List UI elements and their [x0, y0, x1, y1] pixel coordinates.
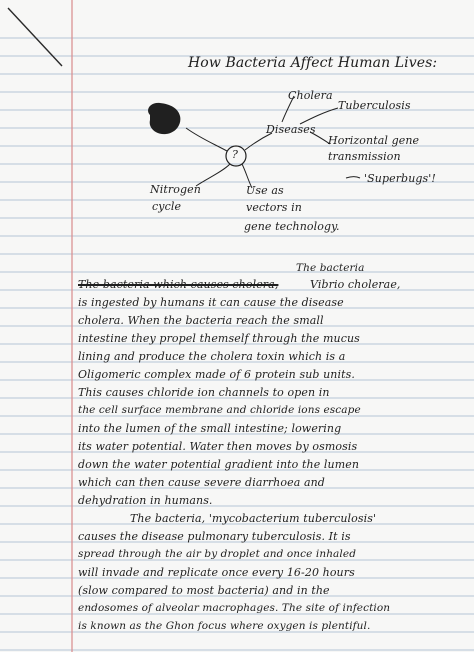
body-line: down the water potential gradient into the lumen [78, 458, 360, 471]
body-line: its water potential. Water then moves by osmosis [78, 440, 358, 453]
diseases-label: Diseases [266, 123, 316, 136]
struck-text: The bacteria which causes cholera, [78, 278, 279, 291]
body-line: the cell surface membrane and chloride ions escape [78, 404, 361, 416]
page-title: How Bacteria Affect Human Lives: [188, 55, 438, 71]
body-line: causes the disease pulmonary tuberculosis. It is [78, 530, 351, 543]
insert-text: The bacteria [296, 262, 365, 274]
nitrogen-label-1: Nitrogen [150, 183, 201, 196]
tuberculosis-label: Tuberculosis [338, 99, 411, 112]
vectors-label-3: gene technology. [244, 220, 340, 233]
body-line: will invade and replicate once every 16-20 hours [78, 566, 355, 579]
body-line: is ingested by humans it can cause the disease [78, 296, 344, 309]
vectors-label-2: vectors in [246, 201, 302, 214]
vectors-label-1: Use as [246, 184, 284, 197]
body-line: spread through the air by droplet and once inhaled [78, 548, 357, 560]
body-line: Vibrio cholerae, [310, 278, 401, 291]
nitrogen-label-2: cycle [152, 200, 182, 213]
body-line: endosomes of alveolar macrophages. The site of infection [78, 602, 391, 614]
cholera-label: Cholera [288, 89, 333, 102]
body-line: is known as the Ghon focus where oxygen is plentiful. [78, 620, 371, 632]
gene-transfer-label-2: transmission [328, 150, 401, 163]
body-line: which can then cause severe diarrhoea and [78, 476, 325, 489]
mindmap-lines [0, 0, 474, 260]
body-line: dehydration in humans. [78, 494, 213, 507]
scribble-icon [148, 103, 180, 134]
body-line: intestine they propel themself through the mucus [78, 332, 360, 345]
body-line: lining and produce the cholera toxin which is a [78, 350, 346, 363]
body-line: The bacteria, 'mycobacterium tuberculosis' [130, 512, 377, 525]
body-line: cholera. When the bacteria reach the small [78, 314, 324, 327]
body-line: This causes chloride ion channels to open in [78, 386, 330, 399]
body-line: Oligomeric complex made of 6 protein sub units. [78, 368, 355, 381]
body-line: (slow compared to most bacteria) and in the [78, 584, 330, 597]
center-node-label: ? [232, 148, 238, 161]
body-line: into the lumen of the small intestine; lowering [78, 422, 342, 435]
gene-transfer-label-1: Horizontal gene [328, 134, 420, 147]
superbugs-label: 'Superbugs'! [364, 172, 436, 185]
